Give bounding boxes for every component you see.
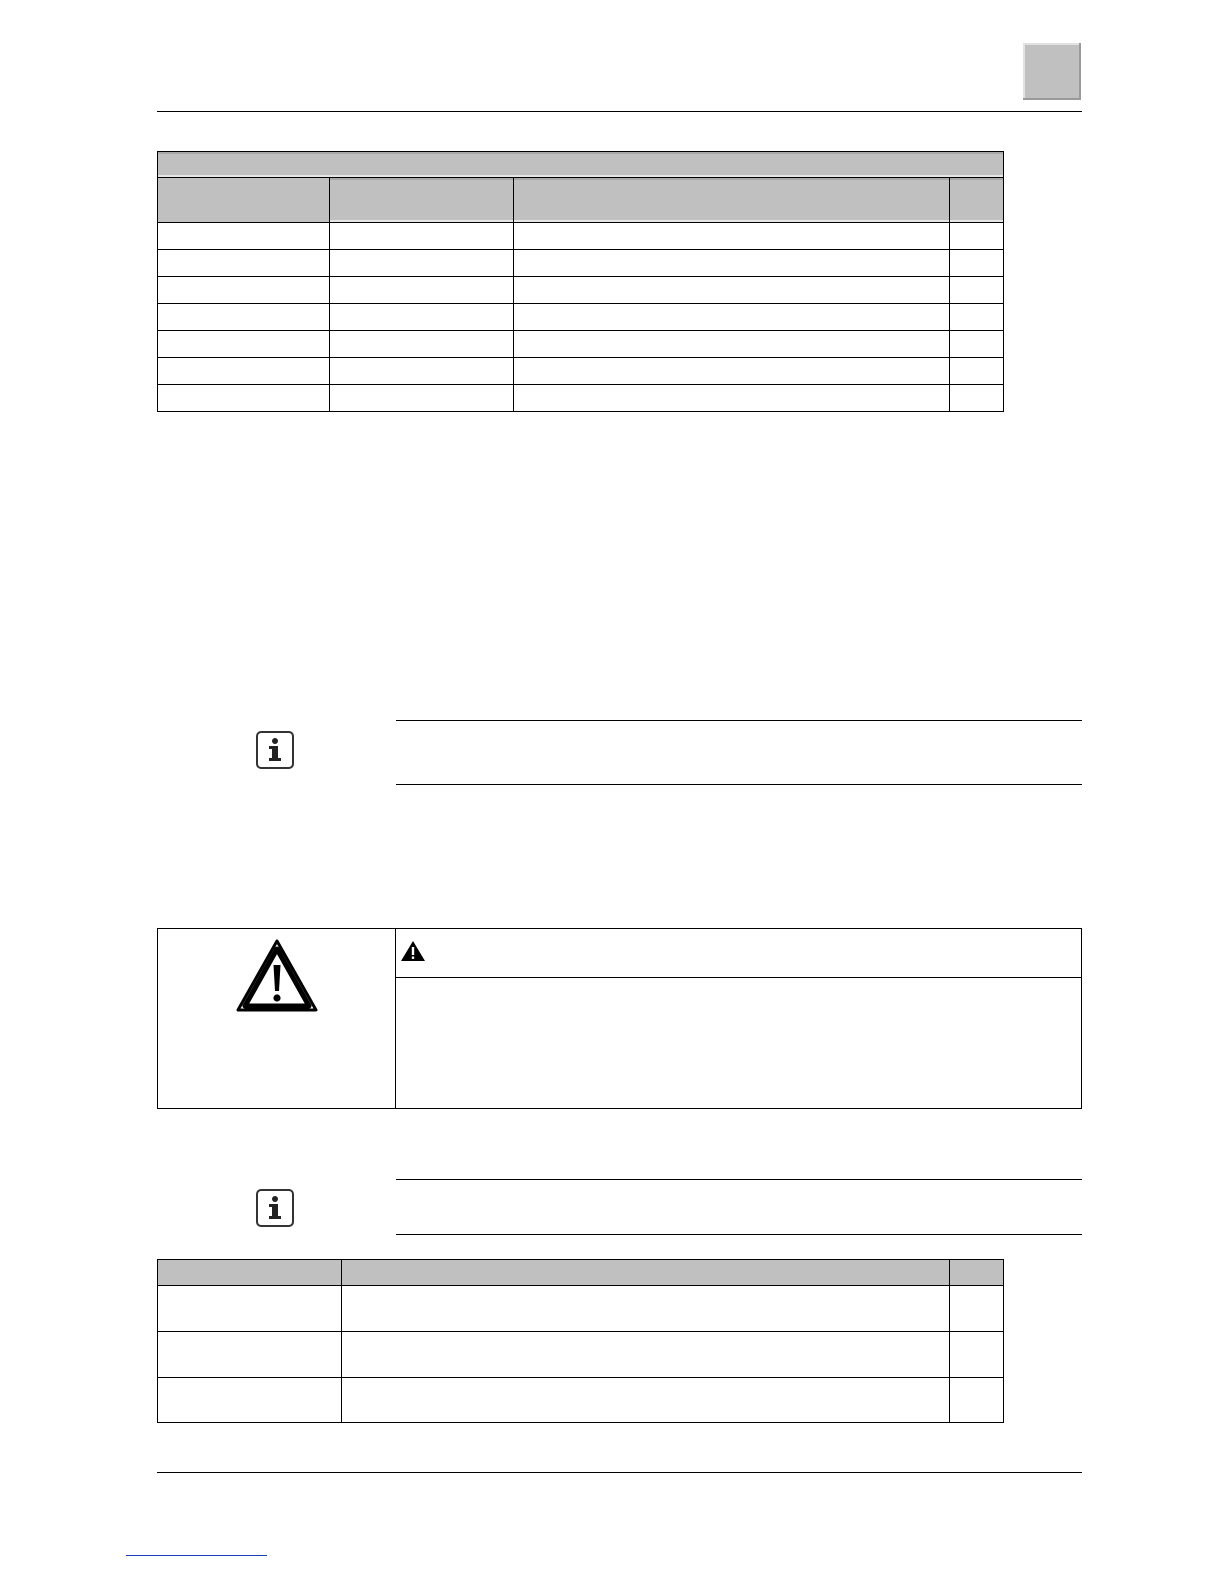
warning-triangle-small-icon xyxy=(400,940,426,962)
note-rule-bottom xyxy=(396,784,1082,785)
chapter-tab-marker xyxy=(1023,43,1081,100)
table-row xyxy=(158,1332,1004,1378)
table-row xyxy=(158,304,1004,331)
table-header-cell xyxy=(330,178,514,223)
table-header-cell xyxy=(342,1260,950,1286)
description-table xyxy=(157,1259,1004,1423)
warning-triangle-icon xyxy=(235,938,319,1014)
table-header-cell xyxy=(514,178,950,223)
table-header-cell xyxy=(950,178,1004,223)
table-row xyxy=(158,223,1004,250)
footer-rule xyxy=(157,1472,1082,1473)
header-rule xyxy=(157,111,1082,112)
info-icon xyxy=(256,1189,294,1227)
note-rule-top xyxy=(396,1179,1082,1180)
table-title-row xyxy=(158,152,1004,178)
table-row xyxy=(158,1286,1004,1332)
table-row xyxy=(158,331,1004,358)
footer-link-underline[interactable] xyxy=(126,1555,267,1556)
warning-header-rule xyxy=(395,977,1081,978)
table-row xyxy=(158,1378,1004,1423)
table-row xyxy=(158,250,1004,277)
table-header-cell xyxy=(950,1260,1004,1286)
warning-box xyxy=(157,928,1082,1109)
info-icon xyxy=(256,731,294,769)
warning-icon-cell xyxy=(158,929,396,1108)
note-rule-bottom xyxy=(396,1234,1082,1235)
parameter-table xyxy=(157,151,1004,412)
table-row xyxy=(158,358,1004,385)
table-row xyxy=(158,385,1004,412)
note-rule-top xyxy=(396,720,1082,721)
table-header-cell xyxy=(158,1260,342,1286)
table-header-cell xyxy=(158,178,330,223)
table-row xyxy=(158,277,1004,304)
